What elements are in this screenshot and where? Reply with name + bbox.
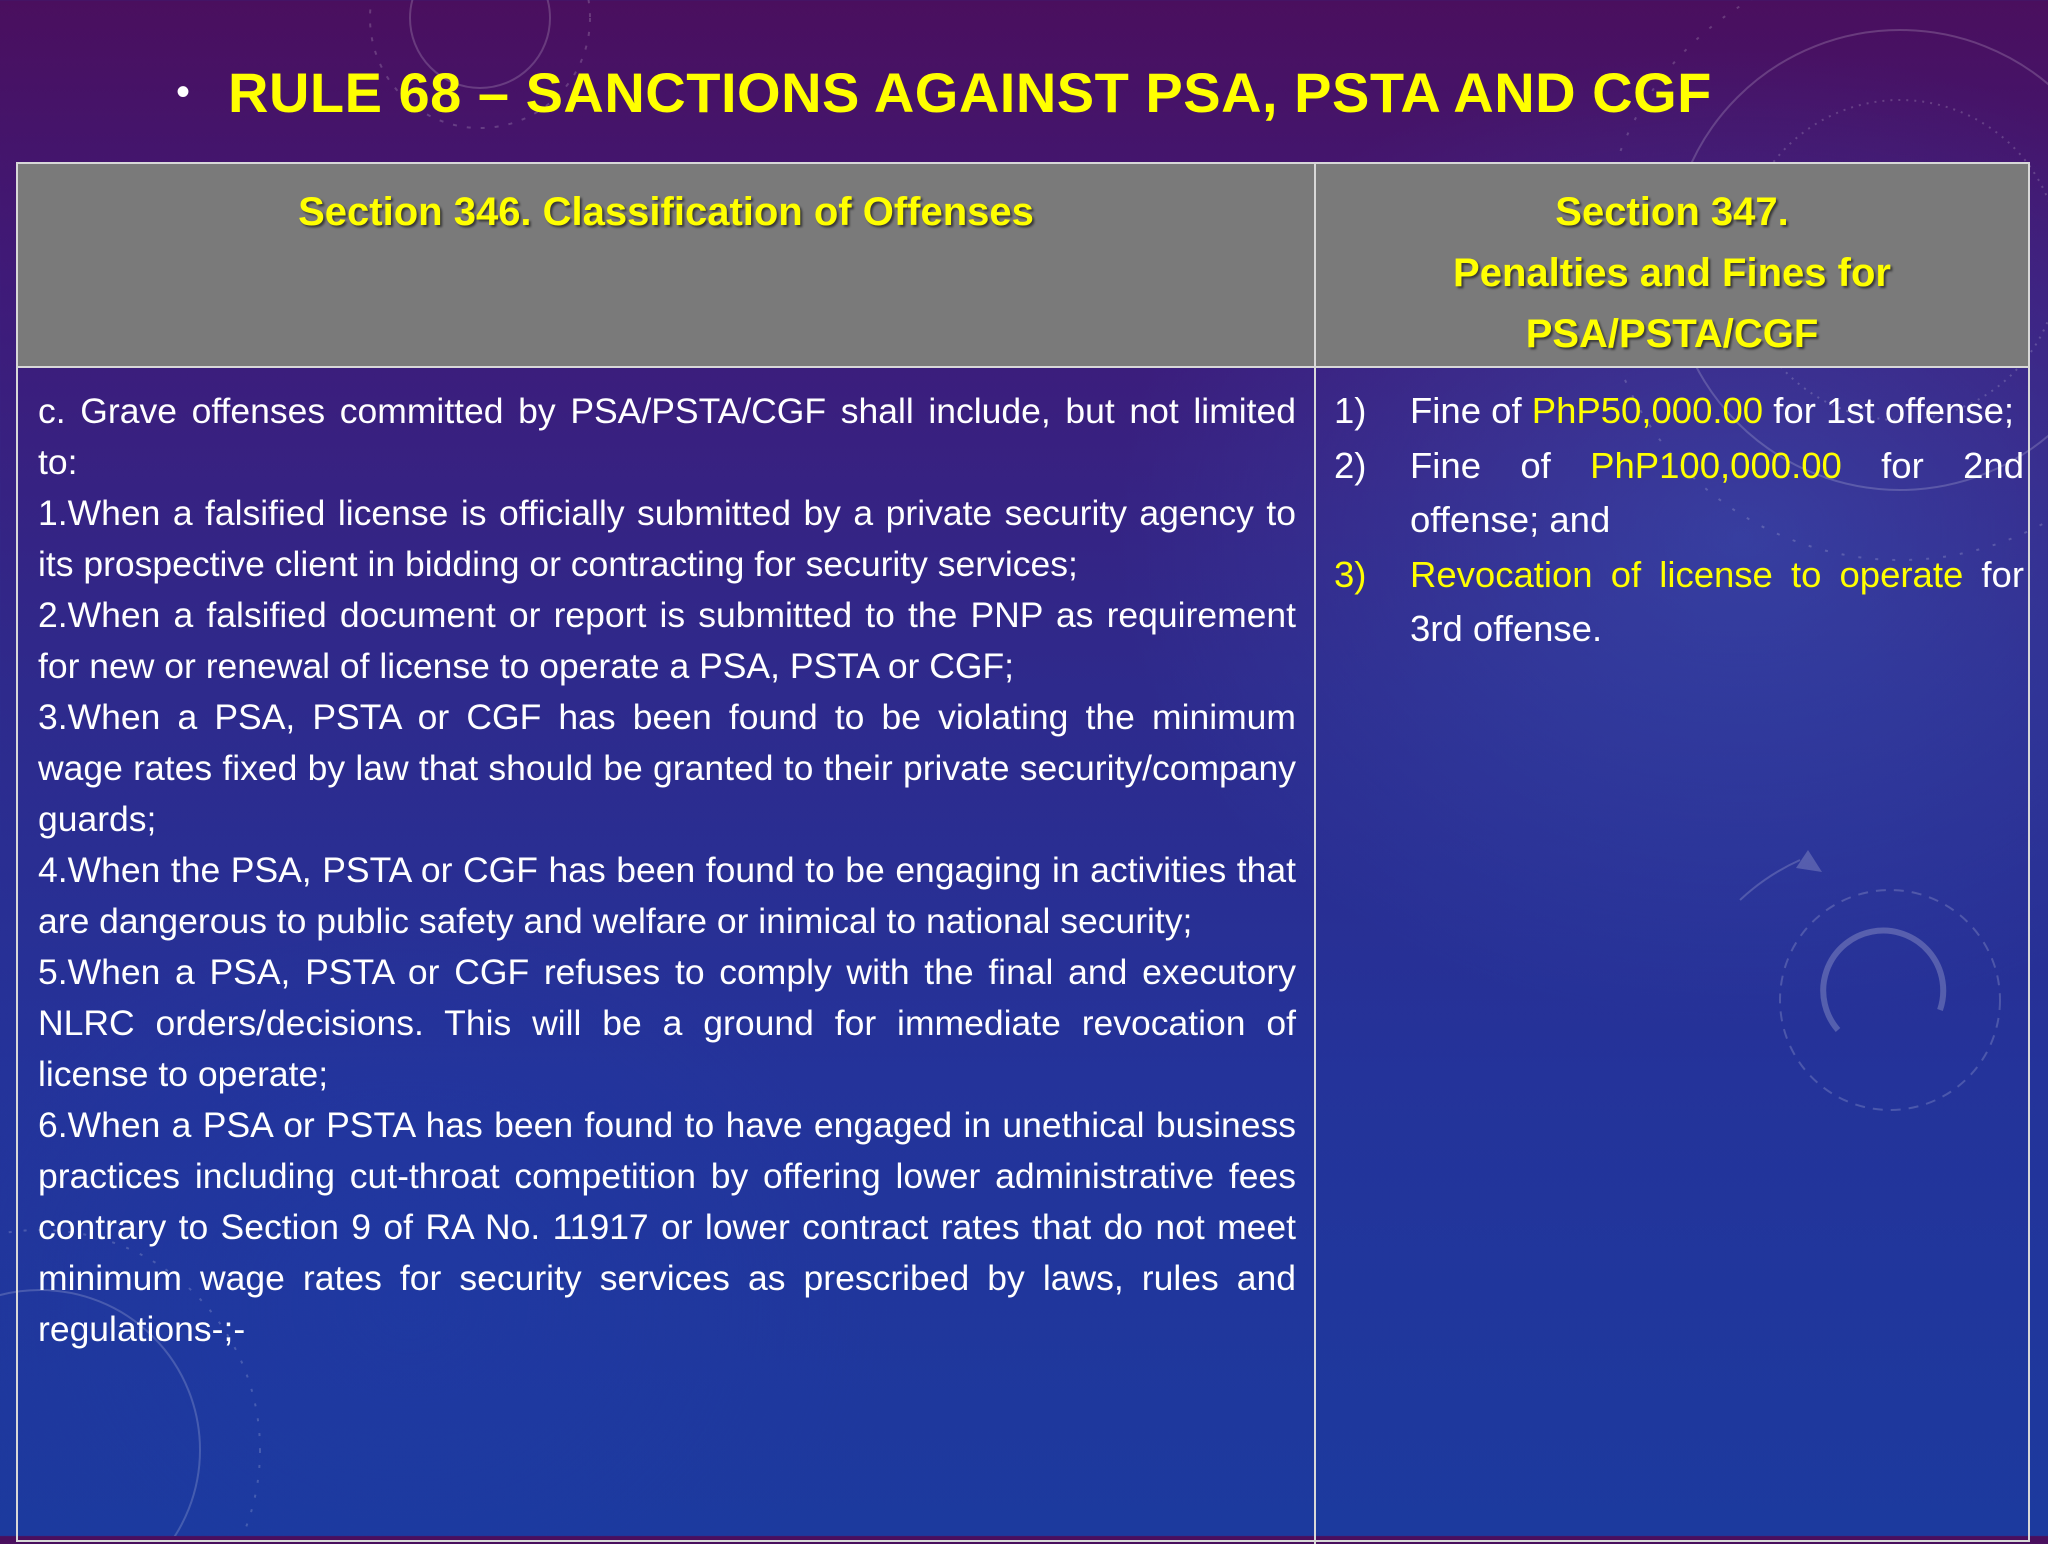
header-right-line: Penalties and Fines for (1453, 251, 1891, 295)
offense-item: 4.When the PSA, PSTA or CGF has been found to be engaging in activities that are dangerous to public safety and welfare or inimical to national security; (38, 850, 1296, 941)
slide-title: RULE 68 – SANCTIONS AGAINST PSA, PSTA AND CGF (228, 60, 1712, 124)
penalty-number: 1) (1334, 390, 1367, 431)
penalty-number: 3) (1334, 553, 1367, 595)
slide-title-row (176, 52, 1712, 132)
penalty-number: 2) (1334, 444, 1367, 486)
column-divider (1314, 164, 1316, 1544)
penalty-item (1334, 548, 2024, 657)
penalty-text: for 3rd offense. (1410, 553, 2024, 649)
penalty-highlight: PhP50,000.00 (1531, 390, 1764, 431)
offense-item: 6.When a PSA or PSTA has been found to have engaged in unethical business practices including cut-throat competition by offering lower administrative fees contrary to Section 9 of RA No. 11917 or lower contract rates that do not meet minimum wage rates for security services as prescribed by laws, rules and regulations-;- (38, 1105, 1296, 1349)
penalty-highlight: PhP100,000.00 (1590, 444, 1842, 486)
header-right-line: PSA/PSTA/CGF (1525, 312, 1819, 356)
penalty-text: Fine of (1410, 390, 1532, 431)
offenses-cell (38, 386, 1296, 1355)
penalty-item (1334, 384, 2024, 439)
penalty-item (1334, 439, 2024, 548)
offenses-intro: c. Grave offenses committed by PSA/PSTA/CGF shall include, but not limited to: (38, 391, 1296, 482)
offense-item: 5.When a PSA, PSTA or CGF refuses to comply with the final and executory NLRC orders/decisions. This will be a ground for immediate revocation of license to operate; (38, 952, 1296, 1094)
sanctions-table (16, 162, 2030, 1542)
offense-item: 3.When a PSA, PSTA or CGF has been found to be violating the minimum wage rates fixed by law that should be granted to their private security/company guards; (38, 697, 1296, 839)
penalties-cell (1334, 384, 2024, 657)
header-penalties-and-fines (1316, 182, 2028, 365)
penalty-text: Fine of (1410, 444, 1591, 486)
header-right-line: Section 347. (1555, 190, 1789, 234)
offense-item: 2.When a falsified document or report is submitted to the PNP as requirement for new or renewal of license to operate a PSA, PSTA or CGF; (38, 595, 1296, 686)
penalty-highlight: Revocation of license to operate (1410, 553, 1964, 595)
header-classification-of-offenses: Section 346. Classification of Offenses (298, 190, 1034, 234)
penalty-text: for 1st offense; (1763, 390, 2015, 431)
penalty-text: for 2nd offense; and (1410, 444, 2024, 540)
title-bullet: • (176, 70, 191, 114)
offense-item: 1.When a falsified license is officially submitted by a private security agency to its prospective client in bidding or contracting for security services; (38, 493, 1296, 584)
